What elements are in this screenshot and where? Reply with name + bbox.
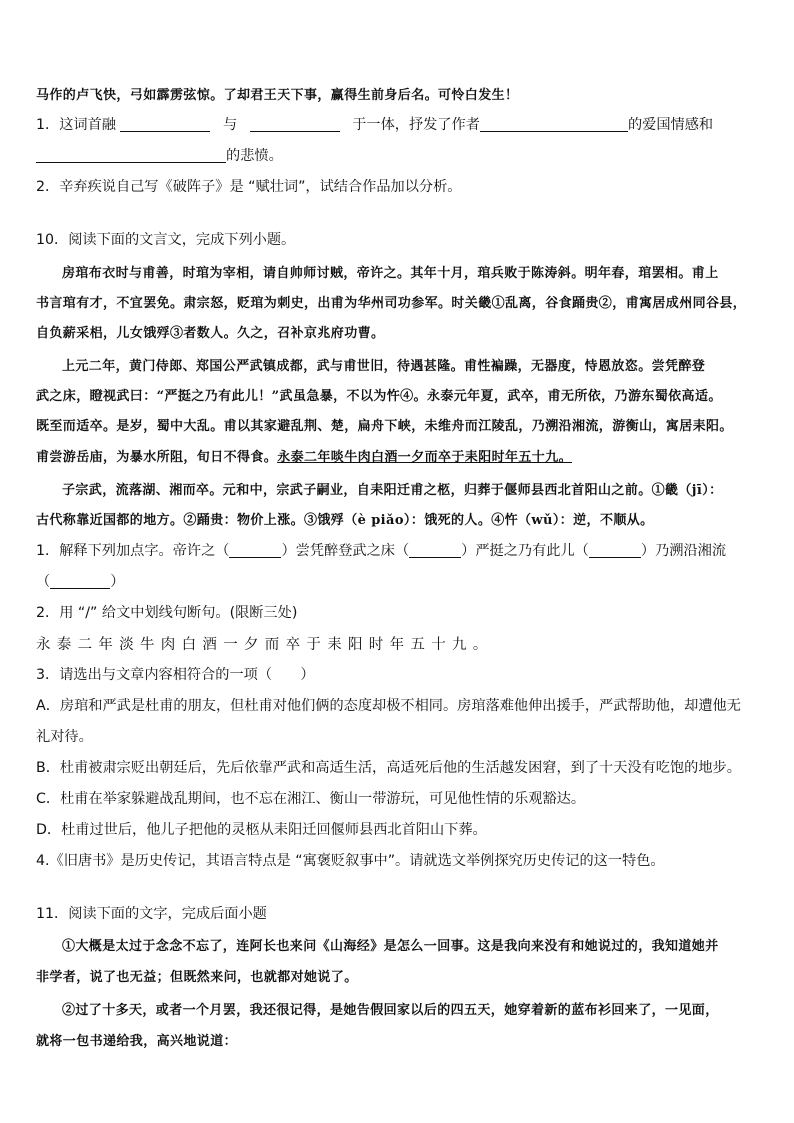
option-a-cont: 礼对待。 [36, 729, 93, 745]
passage-line: 子宗武，流落湖、湘而卒。元和中，宗武子嗣业，自耒阳迁甫之柩，归葬于偃师县西北首阳山之前。①畿（jī）： [62, 483, 723, 498]
q11-paragraph-line: 就将一包书递给我，高兴地说道： [36, 1034, 238, 1049]
answer-blank[interactable] [120, 117, 210, 132]
passage-line: 既至而适卒。是岁，蜀中大乱。甫以其家避乱荆、楚，扁舟下峡，未维舟而江陵乱，乃溯沿湘流，游衡山，寓居耒阳。 [36, 419, 733, 434]
passage-line: 房琯布衣时与甫善，时琯为宰相，请自帅师讨贼，帝许之。其年十月，琯兵败于陈涛斜。明年春，琯罢相。甫上 [62, 266, 719, 281]
answer-blank[interactable] [480, 117, 628, 132]
answer-blank[interactable] [589, 543, 641, 558]
answer-blank[interactable] [409, 543, 461, 558]
answer-blank[interactable] [250, 117, 340, 132]
q10-question-1: 1．解释下列加点字。帝许之（ ）尝凭醉登武之床（ ）严挺之乃有此儿（ ）乃溯沿湘流 [36, 543, 727, 559]
q11-paragraph-line: 非学者，说了也无益；但既然来问，也就都对她说了。 [36, 970, 358, 985]
q11-paragraph-line: ②过了十多天，或者一个月罢，我还很记得，是她告假回家以后的四五天，她穿着新的蓝布衫回来了，一见面， [62, 1003, 719, 1018]
option-a: A．房琯和严武是杜甫的朋友，但杜甫对他们俩的态度却极不相同。房琯落难他伸出援手，严武帮助他，却遭他无 [36, 698, 741, 714]
underlined-sentence: 永泰二年啖牛肉白酒一夕而卒于耒阳时年五十九。 [277, 450, 573, 465]
answer-blank[interactable] [36, 148, 226, 163]
q10-heading: 10．阅读下面的文言文，完成下列小题。 [36, 232, 296, 248]
passage-line: 自负薪采梠，儿女饿殍③者数人。久之，召补京兆府功曹。 [36, 326, 385, 341]
option-b: B．杜甫被肃宗贬出朝廷后，先后依靠严武和高适生活，高适死后他的生活越发困窘，到了十天没有吃饱的地步。 [36, 760, 741, 776]
q9-question-2: 2．辛弃疾说自己写《破阵子》是 “赋壮词”，试结合作品加以分析。 [36, 179, 462, 195]
q10-question-1-cont: （ ） [36, 574, 125, 590]
poem-tail: 马作的卢飞快，弓如霹雳弦惊。了却君王天下事，赢得生前身后名。可怜白发生！ [36, 88, 519, 103]
answer-blank[interactable] [229, 543, 281, 558]
option-d: D．杜甫过世后，他儿子把他的灵柩从耒阳迁回偃师县西北首阳山下葬。 [36, 822, 487, 838]
q11-paragraph-line: ①大概是太过于念念不忘了，连阿长也来问《山海经》是怎么一回事。这是我向来没有和她说过的，我知道她并 [62, 939, 719, 954]
q9-question-1-line-2: 的悲愤。 [36, 145, 283, 165]
q10-question-2: 2．用 “/” 给文中划线句断句。(限断三处) [36, 605, 298, 621]
option-c: C．杜甫在举家躲避战乱期间，也不忘在湘江、衡山一带游玩，可见他性情的乐观豁达。 [36, 791, 586, 807]
q10-question-4: 4.《旧唐书》是历史传记，其语言特点是 “寓褒贬叙事中”。请就选文举例探究历史传记的这一特色。 [36, 853, 665, 869]
answer-blank[interactable] [50, 574, 110, 589]
passage-line: 武之床，瞪视武曰：“严挺之乃有此儿！”武虽急暴，不以为忤④。永泰元年夏，武卒，甫无所依，乃游东蜀依高适。 [36, 389, 722, 404]
q9-question-1-line-1: 1．这词首融 与 于一体，抒发了作者 的爱国情感和 [36, 117, 714, 133]
passage-line: 上元二年，黄门侍郎、郑国公严武镇成都，武与甫世旧，待遇甚隆。甫性褊躁，无器度，恃恩放恣。尝凭醉登 [62, 359, 706, 374]
passage-line: 甫尝游岳庙，为暴水所阻，旬日不得食。永泰二年啖牛肉白酒一夕而卒于耒阳时年五十九。 [36, 450, 573, 465]
q10-question-3: 3．请选出与文章内容相符合的一项（ ） [36, 667, 315, 683]
passage-line: 书言琯有才，不宜罢免。肃宗怒，贬琯为刺史，出甫为华州司功参军。时关畿①乱离，谷食踊贵②，甫寓居成州同谷县， [36, 296, 747, 311]
q11-heading: 11．阅读下面的文字，完成后面小题 [36, 906, 267, 922]
passage-notes: 古代称靠近国都的地方。②踊贵：物价上涨。③饿殍（è piǎo）：饿死的人。④忤（wǔ）：逆，不顺从。 [36, 513, 654, 528]
q10-sentence-to-punctuate: 永泰二年淡牛肉白酒一夕而卒于耒阳时年五十九。 [36, 637, 494, 653]
